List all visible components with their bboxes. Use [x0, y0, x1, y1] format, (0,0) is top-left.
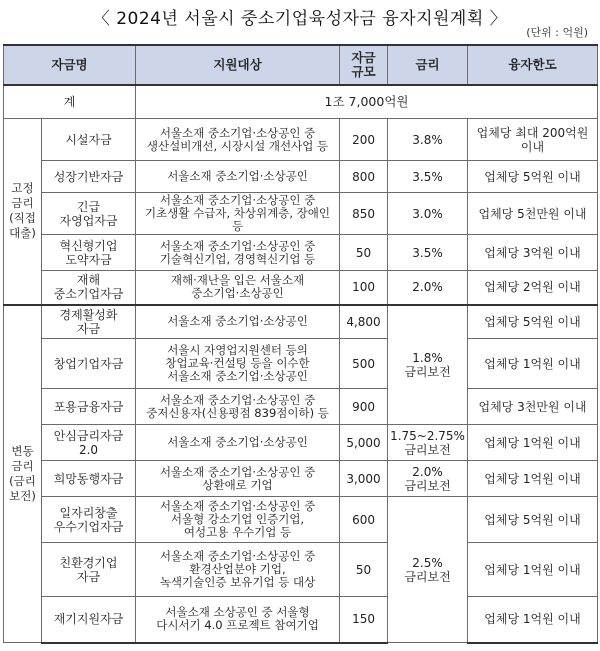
fund-name: 시설자금: [42, 119, 136, 161]
fund-name: 재기지원자금: [42, 597, 136, 643]
header-rate: 금리: [388, 45, 468, 85]
header-limit: 융자한도: [468, 45, 598, 85]
table-row: [4, 271, 598, 305]
fund-target: 서울소재 중소기업·소상공인: [136, 305, 340, 339]
fund-target: 서울소재 중소기업·소상공인: [136, 161, 340, 193]
total-label: 계: [4, 85, 136, 119]
fund-target: 서울소재 중소기업·소상공인 중 서울형 강소기업 인증기업, 여성고용 우수기업 등: [136, 497, 340, 543]
fund-rate: 1.75~2.75% 금리보전: [388, 425, 468, 461]
fund-target: 서울소재 중소기업·소상공인 중 상환애로 기업: [136, 461, 340, 497]
fund-target: 서울소재 중소기업·소상공인 중 기술혁신기업, 경영혁신기업 등: [136, 235, 340, 271]
fund-rate: 3.0%: [388, 193, 468, 235]
fund-target: 서울소재 중소기업·소상공인: [136, 425, 340, 461]
fund-name: 혁신형기업 도약자금: [42, 235, 136, 271]
fund-scale: 200: [340, 119, 388, 161]
fund-name: 안심금리자금 2.0: [42, 425, 136, 461]
fund-limit: 업체당 5억원 이내: [468, 305, 598, 339]
fund-rate: 3.5%: [388, 161, 468, 193]
fund-limit: 업체당 1억원 이내: [468, 461, 598, 497]
fund-name: 성장기반자금: [42, 161, 136, 193]
fund-scale: 500: [340, 339, 388, 389]
fund-scale: 50: [340, 235, 388, 271]
fund-name: 창업기업자금: [42, 339, 136, 389]
table-row: [4, 235, 598, 271]
fixed-rate-group-label: 고정 금리 (직접 대출): [4, 119, 42, 305]
table-row: [4, 425, 598, 461]
table-row: [4, 461, 598, 497]
fund-name: 재해 중소기업자금: [42, 271, 136, 305]
fund-scale: 5,000: [340, 425, 388, 461]
fund-name: 포용금융자금: [42, 389, 136, 425]
header-scale: 자금 규모: [340, 45, 388, 85]
table-row: [4, 161, 598, 193]
fund-target: 서울소재 중소기업·소상공인 중 중저신용자(신용평점 839점이하) 등: [136, 389, 340, 425]
fund-name: 긴급 자영업자금: [42, 193, 136, 235]
loan-support-table: [3, 44, 598, 644]
table-row: [4, 119, 598, 161]
fund-rate-merged: 2.5% 금리보전: [388, 497, 468, 643]
table-row: [4, 597, 598, 643]
fund-limit: 업체당 1억원 이내: [468, 425, 598, 461]
fund-target: 서울소재 중소기업·소상공인 중 환경산업분야 기업, 녹색기술인증 보유기업 등 대상: [136, 543, 340, 597]
fund-scale: 3,000: [340, 461, 388, 497]
header-name: 자금명: [4, 45, 136, 85]
fund-rate: 3.5%: [388, 235, 468, 271]
table-row: [4, 193, 598, 235]
fund-rate: 3.8%: [388, 119, 468, 161]
fund-rate: 2.0% 금리보전: [388, 461, 468, 497]
fund-target: 서울시 자영업지원센터 등의 창업교육·컨설팅 등을 이수한 서울소재 중소기업·소상공인: [136, 339, 340, 389]
variable-rate-group-label: 변동 금리 (금리 보전): [4, 305, 42, 643]
total-value: 1조 7,000억원: [136, 85, 598, 119]
table-row: [4, 389, 598, 425]
unit-label: (단위 : 억원): [526, 26, 588, 39]
fund-target: 서울소재 소상공인 중 서울형 다시서기 4.0 프로젝트 참여기업: [136, 597, 340, 643]
fund-limit: 업체당 최대 200억원 이내: [468, 119, 598, 161]
header-target: 지원대상: [136, 45, 340, 85]
fund-scale: 900: [340, 389, 388, 425]
fund-scale: 4,800: [340, 305, 388, 339]
fund-scale: 50: [340, 543, 388, 597]
fund-target: 서울소재 중소기업·소상공인 중 기초생활 수급자, 차상위계층, 장애인 등: [136, 193, 340, 235]
fund-limit: 업체당 5천만원 이내: [468, 193, 598, 235]
fund-scale: 600: [340, 497, 388, 543]
table-row: [4, 497, 598, 543]
fund-limit: 업체당 3천만원 이내: [468, 389, 598, 425]
total-row: [4, 85, 598, 119]
fund-rate: 2.0%: [388, 271, 468, 305]
fund-limit: 업체당 5억원 이내: [468, 161, 598, 193]
table-row: [4, 543, 598, 597]
fund-rate-merged: 1.8% 금리보전: [388, 305, 468, 425]
table-row: [4, 339, 598, 389]
fund-name: 일자리창출 우수기업자금: [42, 497, 136, 543]
fund-name: 경제활성화 자금: [42, 305, 136, 339]
fund-scale: 850: [340, 193, 388, 235]
fund-name: 친환경기업 자금: [42, 543, 136, 597]
fund-limit: 업체당 3억원 이내: [468, 235, 598, 271]
fund-scale: 800: [340, 161, 388, 193]
fund-target: 재해·재난을 입은 서울소재 중소기업·소상공인: [136, 271, 340, 305]
fund-name: 희망동행자금: [42, 461, 136, 497]
fund-limit: 업체당 5억원 이내: [468, 497, 598, 543]
fund-limit: 업체당 1억원 이내: [468, 339, 598, 389]
fund-limit: 업체당 1억원 이내: [468, 543, 598, 597]
header-row: [4, 45, 598, 85]
fund-target: 서울소재 중소기업·소상공인 중 생산설비개선, 시장시설 개선사업 등: [136, 119, 340, 161]
fund-scale: 150: [340, 597, 388, 643]
page-title: 〈 2024년 서울시 중소기업육성자금 융자지원계획 〉: [92, 9, 508, 29]
fund-limit: 업체당 2억원 이내: [468, 271, 598, 305]
fund-scale: 100: [340, 271, 388, 305]
table-row: [4, 305, 598, 339]
fund-limit: 업체당 1억원 이내: [468, 597, 598, 643]
